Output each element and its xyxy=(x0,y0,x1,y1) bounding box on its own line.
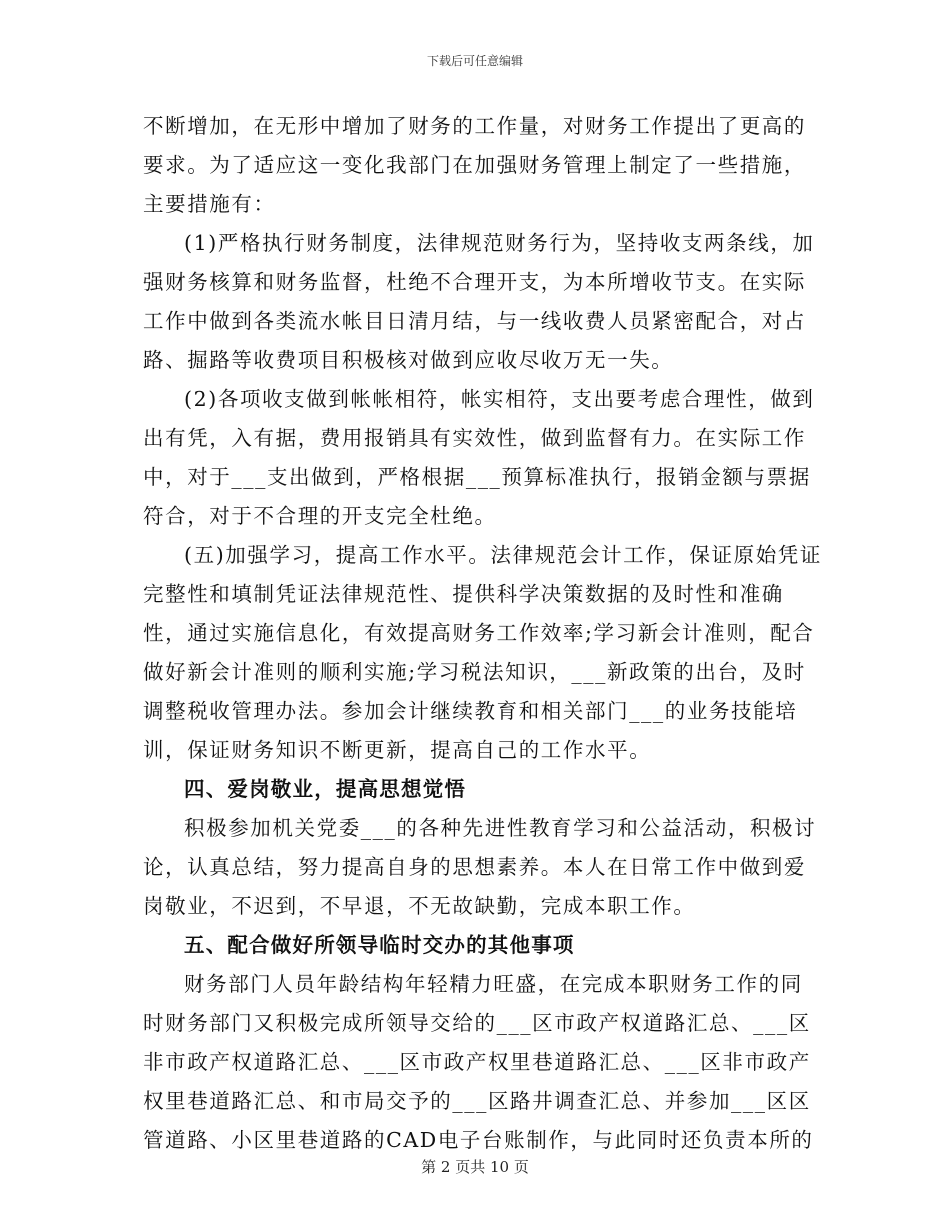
paragraph-section-4: 积极参加机关党委___的各种先进性教育学习和公益活动，积极讨论，认真总结，努力提高自身的思想素养。本人在日常工作中做到爱岗敬业，不迟到，不早退，不无故缺勤，完成本职工作。 xyxy=(143,816,817,918)
section-heading-4: 四、爱岗敬业，提高思想觉悟 xyxy=(184,777,467,801)
section-heading-5: 五、配合做好所领导临时交办的其他事项 xyxy=(184,933,575,957)
page-header: 下载后可任意编辑 xyxy=(426,54,523,68)
paragraph-measure-1: (1)严格执行财务制度，法律规范财务行为，坚持收支两条线，加强财务核算和财务监督，杜绝不合理开支，为本所增收节支。在实际工作中做到各类流水帐目日清月结，与一线收费人员紧密配合，对占路、掘路等收费项目积极核对做到应收尽收万无一失。 xyxy=(143,231,815,372)
paragraph-section-5: 财务部门人员年龄结构年轻精力旺盛，在完成本职财务工作的同时财务部门又积极完成所领导交给的___区市政产权道路汇总、___区非市政产权道路汇总、___区市政产权里巷道路汇总、___区非市政产权里巷道路汇总、和市局交予的___区路井调查汇总、并参加___区区管道路、小区里巷道路的CAD电子台账制作，与此同时还负责本所的 xyxy=(143,972,814,1152)
paragraph-measure-2: (2)各项收支做到帐帐相符，帐实相符，支出要考虑合理性，做到出有凭，入有据，费用报销具有实效性，做到监督有力。在实际工作中，对于___支出做到，严格根据___预算标准执行，报销金额与票据符合，对于不合理的开支完全杜绝。 xyxy=(143,387,815,528)
paragraph-intro: 不断增加，在无形中增加了财务的工作量，对财务工作提出了更高的要求。为了适应这一变化我部门在加强财务管理上制定了一些措施，主要措施有： xyxy=(143,114,806,216)
paragraph-study: (五)加强学习，提高工作水平。法律规范会计工作，保证原始凭证完整性和填制凭证法律规范性、提供科学决策数据的及时性和准确性，通过实施信息化，有效提高财务工作效率;学习新会计准则，配合做好新会计准则的顺利实施;学习税法知识，___新政策的出台，及时调整税收管理办法。参加会计继续教育和相关部门___的业务技能培训，保证财务知识不断更新，提高自己的工作水平。 xyxy=(143,543,822,762)
page-footer: 第 2 页共 10 页 xyxy=(421,1158,529,1176)
document-body xyxy=(143,107,823,1160)
